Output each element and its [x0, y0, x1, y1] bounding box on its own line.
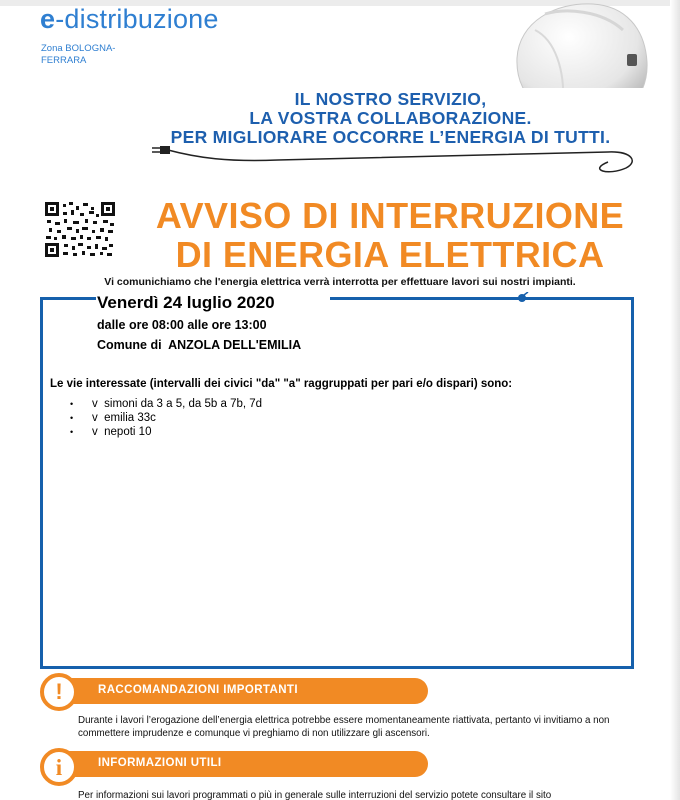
- bullet-icon: •: [70, 413, 74, 423]
- slogan-line-2: LA VOSTRA COLLABORAZIONE.: [249, 108, 532, 128]
- zona-label: Zona BOLOGNA-FERRARA: [41, 43, 116, 66]
- slogan-line-3: PER MIGLIORARE OCCORRE L’ENERGIA DI TUTTI.: [170, 127, 611, 147]
- bullet-icon: •: [70, 399, 74, 409]
- frame-top-left-segment: [40, 297, 96, 300]
- informazioni-bar: [58, 751, 428, 777]
- slogan-text: [118, 90, 663, 147]
- streets-heading: Le vie interessate (intervalli dei civici "da" "a" raggruppati per pari e/o dispari) sono:: [50, 378, 513, 390]
- frame-top-right-segment: [330, 297, 634, 300]
- notice-frame: [40, 297, 634, 669]
- raccomandazioni-bar: [58, 678, 428, 704]
- interruption-hours: dalle ore 08:00 alle ore 13:00: [97, 318, 267, 332]
- informazioni-label: INFORMAZIONI UTILI: [98, 757, 222, 769]
- logo-e: e: [40, 4, 56, 34]
- info-symbol: i: [55, 755, 63, 780]
- street-text: v emilia 33c: [92, 412, 156, 424]
- list-item: [70, 425, 262, 439]
- street-text: v nepoti 10: [92, 426, 152, 438]
- raccomandazioni-label: RACCOMANDAZIONI IMPORTANTI: [98, 684, 298, 696]
- bullet-icon: •: [70, 427, 74, 437]
- page-right-edge: [670, 0, 680, 800]
- interruption-date: Venerdì 24 luglio 2020: [97, 293, 275, 312]
- frame-knob-icon: [515, 292, 529, 304]
- e-distribuzione-logo: [40, 4, 219, 35]
- streets-list: [70, 397, 262, 439]
- list-item: [70, 397, 262, 411]
- title-line-1: AVVISO DI INTERRUZIONE: [155, 195, 625, 236]
- qr-code: [45, 202, 115, 257]
- slogan-line-1: IL NOSTRO SERVIZIO,: [294, 89, 487, 109]
- slogan-banner: [118, 88, 663, 188]
- power-cord-icon: [138, 140, 643, 180]
- intro-text: Vi comunichiamo che l'energia elettrica verrà interrotta per effettuare lavori sui nostri impianti.: [104, 276, 576, 288]
- info-icon: [40, 748, 78, 786]
- comune-name: Comune di ANZOLA DELL'EMILIA: [97, 338, 302, 352]
- street-text: v simoni da 3 a 5, da 5b a 7b, 7d: [92, 398, 263, 410]
- title-line-2: DI ENERGIA ELETTRICA: [175, 234, 605, 275]
- warning-symbol: !: [55, 679, 63, 704]
- warning-icon: [40, 673, 78, 711]
- logo-text: -distribuzione: [55, 4, 219, 34]
- notice-title: [120, 196, 660, 274]
- list-item: [70, 411, 262, 425]
- informazioni-text: Per informazioni sui lavori programmati o più in generale sulle interruzioni del servizio potete consultare il sito: [78, 790, 552, 800]
- raccomandazioni-text: Durante i lavori l’erogazione dell’energia elettrica potrebbe essere momentaneamente riattivata, pertanto vi invitiamo a non commettere imprudenze e comunque vi preghiamo di non utilizzare gli ascensori.: [78, 715, 610, 739]
